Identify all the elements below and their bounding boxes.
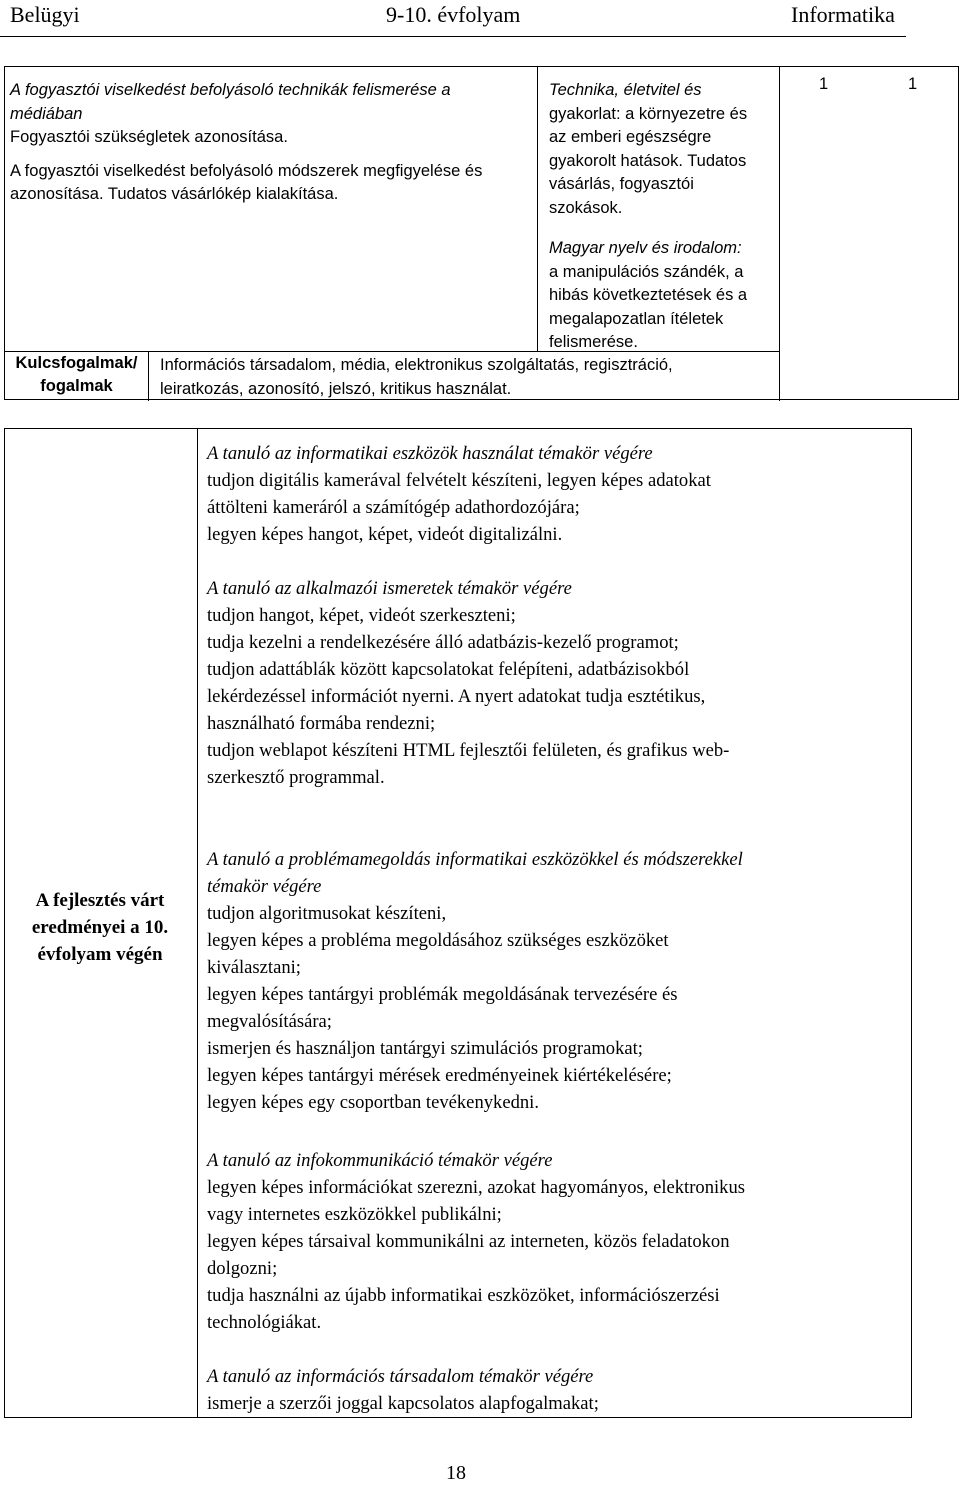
link-line: Technika, életvitel és — [549, 81, 702, 99]
activity-line: Fogyasztói szükségletek azonosítása. — [10, 128, 288, 146]
header-left: Belügyi — [10, 2, 80, 27]
link-line: vásárlás, fogyasztói — [549, 175, 694, 193]
results-block: A tanuló a problémamegoldás informatikai eszközökkel és módszerekkel témakör végére tudjon algoritmusokat készíteni, legyen képes a probléma megoldásához szükséges eszközöket kiválasztani; legyen képes tantárgyi problémák megoldásának tervezésére és megvalósítására; ismerjen és használjon tantárgyi szimulációs programokat; legyen képes tantárgyi mérések eredményeinek kiértékelésére; legyen képes egy csoportban tevékenykedni. — [207, 846, 897, 1116]
results-block: A tanuló az alkalmazói ismeretek témakör végére tudjon hangot, képet, videót szerkeszteni; tudja kezelni a rendelkezésére álló adatbázis-kezelő programot; tudjon adattáblák között kapcsolatokat felépíteni, adatbázisokból lekérdezéssel információt nyerni. A nyert adatokat tudja esztétikus, használható formába rendezni; tudjon weblapot készíteni HTML fejlesztői felületen, és grafikus web- szerkesztő programmal. — [207, 575, 897, 791]
result-topic: A tanuló az infokommunikáció témakör végére — [207, 1150, 553, 1171]
topic-table — [4, 66, 959, 400]
link-line: szokások. — [549, 198, 623, 217]
col-divider — [537, 67, 538, 351]
col-divider — [779, 67, 780, 401]
link-line: Magyar nyelv és irodalom: — [549, 239, 742, 257]
activity-cell — [10, 79, 530, 207]
page-number: 18 — [446, 1462, 466, 1484]
results-block: A tanuló az informatikai eszközök használat témakör végére tudjon digitális kamerával felvételt készíteni, legyen képes adatokat áttölteni kameráról a számítógép adathordozójára; legyen képes hangot, képet, videót digitalizálni. — [207, 440, 897, 548]
link-line: felismerése. — [549, 333, 638, 351]
col-divider — [148, 351, 149, 401]
header-right: Informatika — [791, 2, 895, 27]
results-block: A tanuló az infokommunikáció témakör végére legyen képes információkat szerezni, azokat hagyományos, elektronikus vagy internetes eszközökkel publikálni; legyen képes társaival kommunikálni az interneten, közös feladatokon dolgozni; tudja használni az újabb informatikai eszközöket, információszerzési technológiákat. — [207, 1147, 897, 1336]
results-block: A tanuló az információs társadalom témakör végére ismerje a szerzői joggal kapcsolatos alapfogalmakat; — [207, 1363, 897, 1417]
header-rule — [0, 36, 906, 37]
hours-value: 1 — [819, 75, 829, 93]
links-cell — [549, 79, 774, 355]
link-line: hibás következtetések és a — [549, 286, 748, 304]
col-divider — [197, 429, 198, 1417]
hours-value: 1 — [908, 75, 918, 93]
activity-line: A fogyasztói viselkedést befolyásoló technikák felismerése a — [10, 81, 451, 99]
link-line: az emberi egészségre — [549, 128, 712, 146]
result-topic: A tanuló az alkalmazói ismeretek témakör végére — [207, 578, 572, 599]
link-line: gyakorlat: a környezetre és — [549, 104, 748, 123]
result-topic: A tanuló az információs társadalom témakör végére — [207, 1366, 594, 1387]
link-line: gyakorolt hatások. Tudatos — [549, 151, 747, 170]
results-heading: A fejlesztés várt eredményei a 10. évfolyam végén — [31, 890, 169, 965]
activity-line: azonosítása. Tudatos vásárlókép kialakítása. — [10, 185, 339, 203]
activity-line: A fogyasztói viselkedést befolyásoló módszerek megfigyelése és — [10, 161, 483, 180]
link-line: megalapozatlan ítéletek — [549, 309, 724, 328]
activity-line: médiában — [10, 104, 83, 123]
result-topic: A tanuló az informatikai eszközök használat témakör végére — [207, 443, 653, 464]
keyconcepts-label: Kulcsfogalmak/ fogalmak — [15, 353, 138, 395]
link-line: a manipulációs szándék, a — [549, 262, 744, 281]
header-center: 9-10. évfolyam — [386, 2, 521, 27]
keyconcepts-text: Információs társadalom, média, elektronikus szolgáltatás, regisztráció, leiratkozás, azonosító, jelszó, kritikus használat. — [160, 356, 673, 398]
page-header — [0, 0, 960, 34]
result-topic: A tanuló a problémamegoldás informatikai eszközökkel és módszerekkel — [207, 849, 743, 870]
